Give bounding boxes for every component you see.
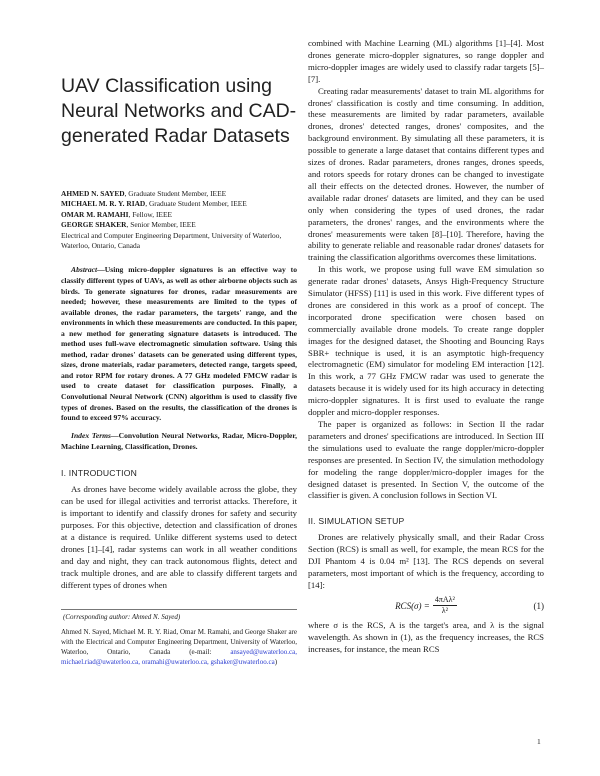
equation-body (395, 595, 457, 616)
author-name: MICHAEL M. R. Y. RIAD (61, 199, 146, 209)
simulation-setup-paragraph: Drones are relatively physically small, and their Radar Cross Section (RCS) is small as well, for example, the mean RCS for the DJI Phantom 4 is 0.04 m² [13]. The RCS depends on several parameters, most important of which is the frequency, according to [14]: (308, 532, 544, 590)
equation-numerator: 4πAλ² (434, 595, 455, 605)
introduction-paragraph-2: Creating radar measurements' dataset to train ML algorithms for drones' classification is costly and time consuming. In addition, these measurements are limited by radar parameters, available drones, drones' detected ranges, drones' composites, and the background environment. By simulating all these parameters, it is possible to generate a large dataset that contains different types and sizes of drones. Radar parameters, drones ranges, drones speeds, and rotors speeds for rotary drones can be changed to investigate all their effects on the detected drones. However, the number of available radar drones' datasets are limited, and they can be used only when considering the types of used drones, the radar parameters, the drones' ranges, and the environments where the drones' measurements were taken [8]–[10]. Therefore, having the ability to generate reliable and reasonable radar drones' datasets for training the classification algorithms overcomes these limitations. (308, 85, 544, 263)
author-name: OMAR M. RAMAHI (61, 209, 129, 219)
equation-lhs: RCS(σ) = (395, 600, 430, 611)
abstract-text: —Using micro-doppler signatures is an effective way to classify different types of UAVs, as well as other airborne objects such as birds. To generate signatures for drones, radar measurements are needed; however, these measurements are limited to the types of available drones, the radar parameters, the targets' range, and the environments in which these measurements are conducted. In this paper, a new method for generating signature datasets is introduced. The method uses full-wave electromagnetic simulation software. Using this method, radar drones' datasets can be generated using different types, sizes, drone materials, radar parameters, detected range, targets speed, and rotor RPM for rotary drones. A 77 GHz modeled FMCW radar is used to create dataset for classification purposes. Finally, a Convolutional Neural Network (CNN) algorithm is used to classify five types of drones. Based on the results, the classification of the drones is found to exceed 97% accuracy. (61, 265, 297, 423)
introduction-paragraph-3: In this work, we propose using full wave EM simulation so generate radar drones' datasets, Ansys High-Frequency Structure Simulator (HFSS) [11] is used in this work. Five different types of drones are considered in this work as a proof of concept. The incorporated drone specification were chosen based on commercially available drone models. To create range doppler images for the designed dataset, the Shooting and Bouncing Rays SBR+ technique is used, it is an asymptotic high-frequency electromagnetic (EM) simulator for modeling EM interaction [12]. In this work, a 77 GHz FMCW radar was used to generate the datasets because it is widely used for its high accuracy in detecting micro-doppler signatures. It is first used to evaluate the range doppler and micro-doppler responses. (308, 264, 544, 418)
index-terms-label: Index Terms (71, 431, 112, 441)
author-3 (61, 210, 297, 220)
paper-title: UAV Classification using Neural Networks and CAD-generated Radar Datasets (61, 75, 297, 147)
author-role: , Graduate Student Member, IEEE (145, 199, 247, 209)
page-number: 1 (537, 737, 541, 746)
index-terms (61, 431, 297, 452)
simulation-setup-paragraph-2: where σ is the RCS, A is the target's area, and λ is the signal wavelength. As shown in (1), as the frequency increases, the RCS increases, for instance, the mean RCS (308, 619, 544, 654)
author-name: GEORGE SHAKER (61, 220, 127, 230)
author-2 (61, 199, 297, 209)
author-affiliation: Electrical and Computer Engineering Department, University of Waterloo, Waterloo, Ontario, Canada (61, 230, 282, 251)
footnote-divider (61, 609, 297, 610)
abstract (61, 265, 297, 423)
index-terms-text: —Convolution Neural Networks, Radar, Micro-Doppler, Machine Learning, Classification, Drones. (61, 431, 297, 451)
author-4 (61, 220, 297, 230)
author-name: AHMED N. SAYED (61, 189, 125, 198)
corresponding-author-note: (Corresponding author: Ahmed N. Sayed) (63, 613, 181, 622)
author-role: , Fellow, IEEE (128, 209, 172, 219)
introduction-paragraph: As drones have become widely available across the globe, they can be used for illegal activities and terrorist attacks. Therefore, it is important to identify and classify drones for safety and security purposes. For this objective, detection and classification of drones at a distance is required. Unlike different systems used to detect drones [1]–[4], radar systems can work in all weather conditions and day and night, they can track autonomous flights, detect and track multiple drones, and are able to classify different targets and different types of drones when (61, 484, 297, 590)
section-heading-introduction: I. INTRODUCTION (61, 468, 138, 479)
section-heading-simulation-setup: II. SIMULATION SETUP (308, 516, 405, 527)
author-role: , Senior Member, IEEE (126, 220, 196, 230)
equation-fraction (433, 595, 457, 616)
introduction-continuation: combined with Machine Learning (ML) algorithms [1]–[4]. Most drones generate micro-doppler signatures, so range doppler and micro-doppler images are widely used to classify radar targets [5]–[7]. (308, 38, 544, 84)
rcs-equation (308, 594, 544, 618)
equation-denominator: λ² (441, 606, 449, 616)
abstract-label: Abstract (71, 265, 98, 275)
footnote-end: ) (274, 658, 278, 667)
left-column (61, 50, 297, 667)
footnote-text: Ahmed N. Sayed, Michael M. R. Y. Riad, Omar M. Ramahi, and George Shaker are with the Electrical and Computer Engineering Department, University of Waterloo, Waterloo, Ontario, Canada (e-mail: (61, 628, 297, 657)
equation-number: (1) (533, 600, 544, 611)
author-list (61, 189, 297, 251)
author-footnote (61, 627, 297, 667)
introduction-paragraph-4: The paper is organized as follows: in Section II the radar parameters and drones' specifications are introduced. In Section III the simulations used to evaluate the range doppler/micro-doppler responses are presented. In Section IV, the simulation methodology for modeling the range doppler/micro-doppler images for the designed dataset is presented. In Section V, the outcome of the classifier is given. A conclusion follows in Section VI. (308, 419, 544, 501)
footnote-email-links[interactable]: ansayed@uwaterloo.ca, michael.riad@uwaterloo.ca, oramahi@uwaterloo.ca, gshaker@uwaterloo.ca (61, 648, 298, 667)
author-1 (61, 189, 297, 199)
author-role: , Graduate Student Member, IEEE (124, 189, 227, 198)
right-column (308, 38, 544, 656)
